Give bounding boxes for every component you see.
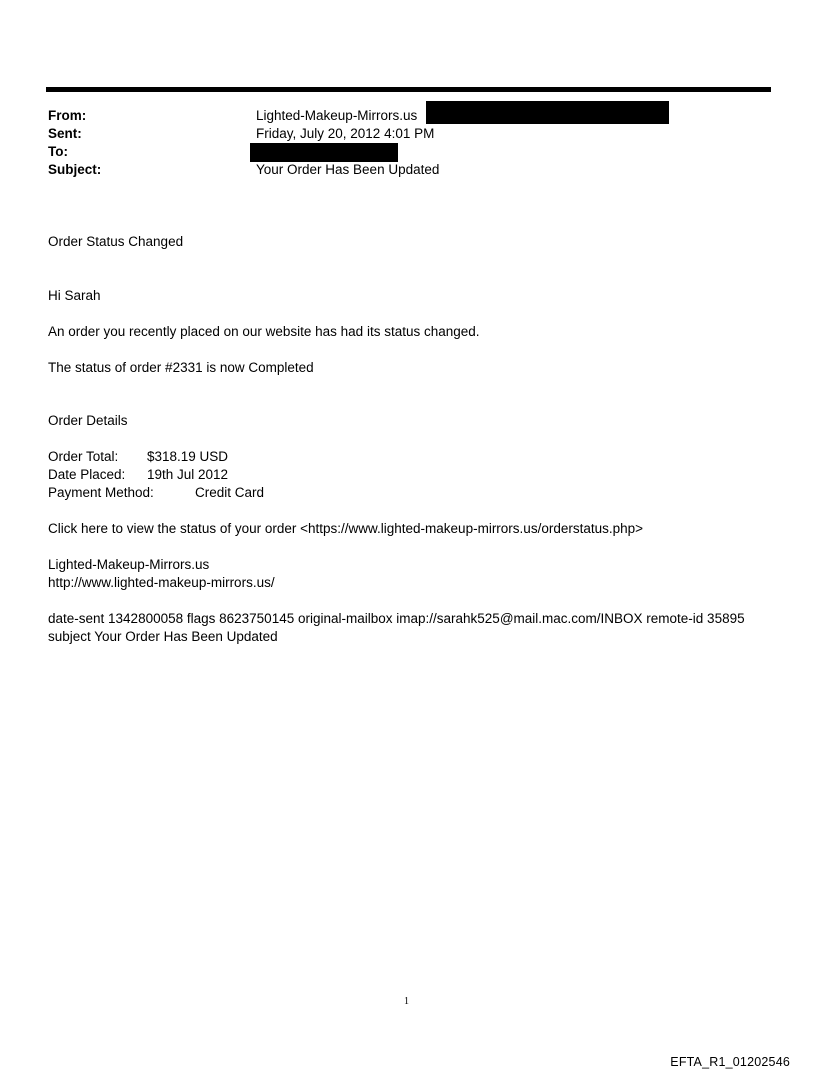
page-number: 1	[404, 996, 409, 1007]
status-heading: Order Status Changed	[48, 234, 184, 249]
sent-value: Friday, July 20, 2012 4:01 PM	[256, 126, 435, 141]
metadata-line-2: subject Your Order Has Been Updated	[48, 629, 278, 644]
metadata-line-1: date-sent 1342800058 flags 8623750145 original-mailbox imap://sarahk525@mail.mac.com/INBOX remote-id 35895	[48, 611, 745, 626]
bates-number: EFTA_R1_01202546	[670, 1055, 790, 1069]
details-heading: Order Details	[48, 413, 128, 428]
signature-url[interactable]: http://www.lighted-makeup-mirrors.us/	[48, 575, 275, 590]
header-rule	[46, 87, 771, 92]
redaction-from-email	[426, 101, 669, 124]
sent-label: Sent:	[48, 126, 82, 141]
from-value: Lighted-Makeup-Mirrors.us	[256, 108, 418, 123]
subject-value: Your Order Has Been Updated	[256, 162, 440, 177]
order-total-value: $318.19 USD	[147, 449, 229, 464]
intro-text: An order you recently placed on our website has had its status changed.	[48, 324, 480, 339]
order-total-label: Order Total:	[48, 449, 119, 464]
redaction-to-recipient	[250, 143, 398, 162]
date-placed-label: Date Placed:	[48, 467, 126, 482]
signature-name: Lighted-Makeup-Mirrors.us	[48, 557, 210, 572]
greeting: Hi Sarah	[48, 288, 101, 303]
date-placed-value: 19th Jul 2012	[147, 467, 229, 482]
subject-label: Subject:	[48, 162, 102, 177]
payment-method-label: Payment Method:	[48, 485, 154, 500]
order-status-link[interactable]: Click here to view the status of your order <https://www.lighted-makeup-mirrors.us/orderstatus.php>	[48, 521, 644, 536]
payment-method-value: Credit Card	[195, 485, 265, 500]
to-label: To:	[48, 144, 68, 159]
status-line: The status of order #2331 is now Completed	[48, 360, 314, 375]
from-label: From:	[48, 108, 87, 123]
